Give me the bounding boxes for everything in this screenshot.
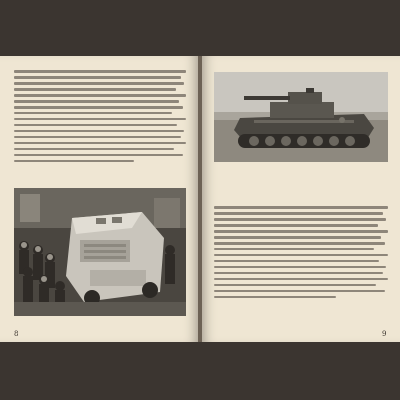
book-spread	[0, 56, 400, 342]
text-line	[214, 206, 388, 209]
text-line	[214, 248, 374, 251]
right-page-number: 9	[382, 330, 387, 338]
text-line	[214, 212, 383, 215]
text-line	[214, 236, 381, 239]
text-line	[14, 100, 179, 103]
text-line	[214, 260, 379, 263]
text-line	[14, 148, 174, 151]
text-line	[14, 124, 177, 127]
text-line	[214, 290, 385, 293]
text-line	[214, 254, 388, 257]
text-line	[14, 70, 186, 73]
text-line	[214, 242, 385, 245]
right-page-body-text	[214, 206, 388, 302]
left-page-number: 8	[14, 330, 19, 338]
text-line	[14, 106, 183, 109]
text-line	[214, 266, 386, 269]
text-line	[214, 296, 336, 299]
text-line	[214, 272, 383, 275]
text-line	[214, 224, 378, 227]
right-page	[202, 56, 400, 342]
text-line	[14, 142, 186, 145]
text-line	[14, 130, 184, 133]
text-line	[14, 76, 181, 79]
text-line	[214, 230, 388, 233]
left-page-photo	[14, 188, 186, 316]
text-line	[214, 278, 388, 281]
text-line	[14, 160, 134, 163]
left-page	[0, 56, 198, 342]
text-line	[14, 118, 186, 121]
text-line	[14, 154, 183, 157]
text-line	[14, 112, 172, 115]
text-line	[14, 82, 184, 85]
left-page-body-text	[14, 70, 186, 166]
text-line	[214, 284, 376, 287]
text-line	[14, 88, 176, 91]
text-line	[14, 94, 186, 97]
right-page-photo	[214, 72, 388, 162]
text-line	[214, 218, 386, 221]
text-line	[14, 136, 181, 139]
